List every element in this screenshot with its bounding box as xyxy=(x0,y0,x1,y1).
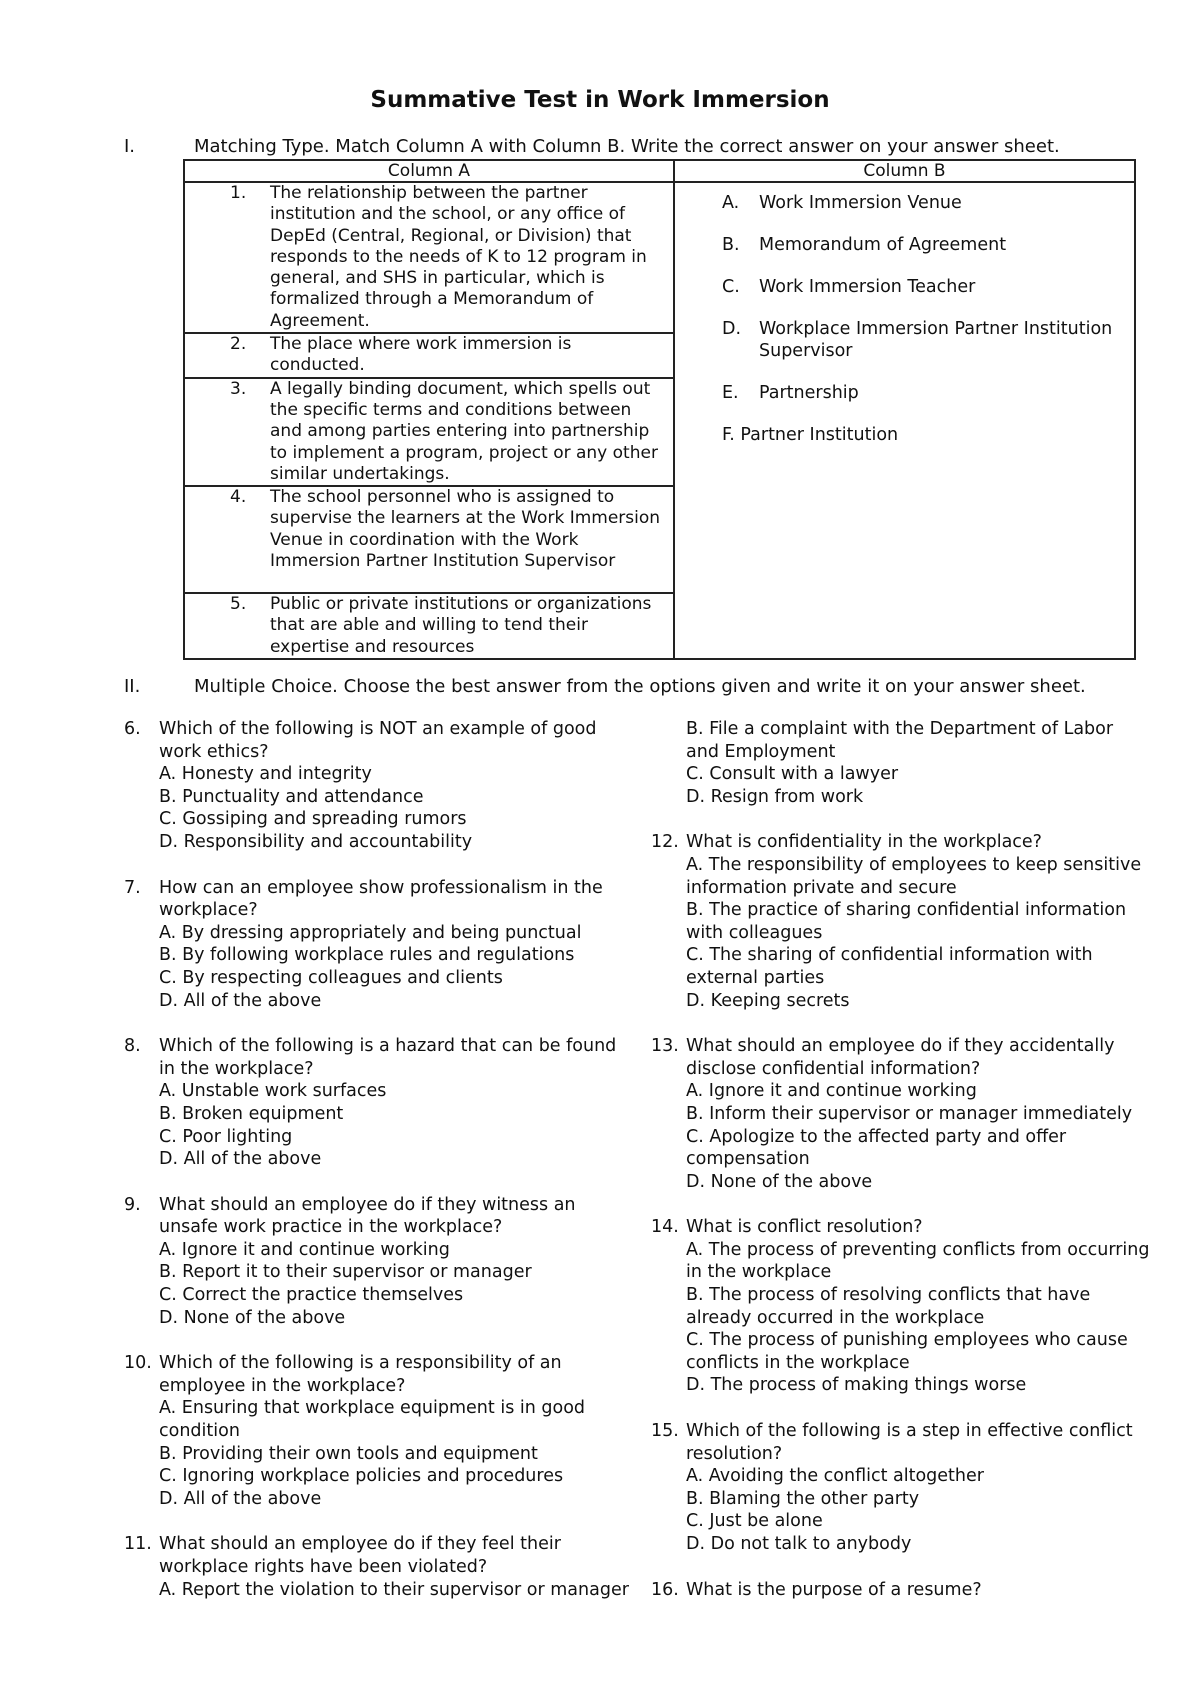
column-b-item xyxy=(675,383,1134,405)
question-number: 15. xyxy=(651,1421,679,1442)
question-number: 7. xyxy=(124,877,141,898)
answer-option: C. Consult with a lawyer xyxy=(686,764,899,785)
question-number: 10. xyxy=(124,1353,152,1374)
column-a-cell xyxy=(184,182,674,333)
question-item xyxy=(124,877,634,1013)
column-a-item xyxy=(185,183,673,332)
question-text: What should an employee do if they accidentally disclose confidential information? xyxy=(686,1036,1115,1079)
question-text: What should an employee do if they feel their workplace rights have been violated? xyxy=(159,1534,561,1577)
column-b-item xyxy=(675,319,1134,362)
left-question-column xyxy=(124,718,634,1624)
column-a-item xyxy=(185,334,673,377)
column-b-item: F. Partner Institution xyxy=(722,424,899,445)
question-number: 16. xyxy=(651,1579,679,1600)
question-text: Which of the following is NOT an example of good work ethics? xyxy=(159,719,597,762)
item-text: Work Immersion Teacher xyxy=(759,277,976,297)
item-number: 4. xyxy=(230,487,247,508)
column-a-item xyxy=(185,487,673,572)
answer-option: C. The sharing of confidential information with external parties xyxy=(686,945,1093,988)
question-text: How can an employee show professionalism in the workplace? xyxy=(159,877,603,921)
question-item xyxy=(651,1579,1151,1602)
answer-option: B. Providing their own tools and equipment xyxy=(159,1443,538,1464)
question-text: Which of the following is a hazard that can be found in the workplace? xyxy=(159,1036,617,1079)
column-a-cell xyxy=(184,333,674,378)
question-item xyxy=(124,718,634,854)
item-letter: C. xyxy=(722,277,740,297)
question-number: 8. xyxy=(124,1036,141,1057)
answer-option: D. All of the above xyxy=(159,990,322,1011)
answer-option: B. Broken equipment xyxy=(159,1103,344,1124)
answer-option: B. The practice of sharing confidential information with colleagues xyxy=(686,900,1127,943)
item-text: Work Immersion Venue xyxy=(759,193,962,213)
item-number: 2. xyxy=(230,334,247,355)
item-text: Public or private institutions or organizations that are able and willing to tend their expertise and resources xyxy=(270,594,652,657)
column-a-cell xyxy=(184,486,674,593)
question-text: What is the purpose of a resume? xyxy=(686,1579,982,1600)
column-a-cell xyxy=(184,593,674,659)
answer-option: B. Punctuality and attendance xyxy=(159,786,424,807)
question-number: 12. xyxy=(651,832,679,853)
answer-option: A. Avoiding the conflict altogether xyxy=(686,1466,984,1487)
question-number: 6. xyxy=(124,719,141,739)
answer-option: A. Ignore it and continue working xyxy=(159,1239,450,1260)
answer-option: B. Blaming the other party xyxy=(686,1488,920,1509)
answer-option: A. The responsibility of employees to keep sensitive information private and secure xyxy=(686,854,1142,898)
section-instruction: Multiple Choice. Choose the best answer from the options given and write it on your answer sheet. xyxy=(194,676,1086,697)
item-text: A legally binding document, which spells out the specific terms and conditions between and among parties entering into partnership to implement a program, project or any other similar undertakings. xyxy=(270,378,658,484)
item-text: Workplace Immersion Partner Institution Supervisor xyxy=(759,319,1113,361)
column-a-item xyxy=(185,379,673,485)
question-text: What is conflict resolution? xyxy=(686,1217,923,1238)
column-b-header: Column B xyxy=(674,160,1135,182)
item-number: 3. xyxy=(230,378,247,399)
item-letter: D. xyxy=(722,319,742,339)
item-number: 5. xyxy=(230,594,247,615)
answer-option: B. The process of resolving conflicts that have already occurred in the workplace xyxy=(686,1285,1091,1328)
column-b-item xyxy=(675,193,1134,215)
question-number: 11. xyxy=(124,1534,152,1555)
question-continuation xyxy=(651,718,1151,808)
answer-option: C. Poor lighting xyxy=(159,1126,293,1147)
answer-option: C. Correct the practice themselves xyxy=(159,1285,464,1306)
question-item xyxy=(651,831,1151,1012)
column-b-item xyxy=(675,277,1134,299)
answer-option: D. Keeping secrets xyxy=(686,990,850,1011)
answer-option: D. Resign from work xyxy=(686,786,864,807)
answer-option: A. Honesty and integrity xyxy=(159,764,372,785)
item-letter: A. xyxy=(722,193,740,213)
answer-option: C. Just be alone xyxy=(686,1511,823,1532)
question-item xyxy=(124,1035,634,1171)
question-text: Which of the following is a responsibility of an employee in the workplace? xyxy=(159,1353,562,1396)
answer-option: B. File a complaint with the Department of Labor and Employment xyxy=(686,719,1114,762)
section-number: I. xyxy=(124,136,136,157)
column-b-item xyxy=(675,235,1134,257)
answer-option: D. All of the above xyxy=(159,1488,322,1509)
answer-option: B. Report it to their supervisor or manager xyxy=(159,1262,532,1283)
question-item xyxy=(651,1420,1151,1556)
answer-option: D. Do not talk to anybody xyxy=(686,1534,912,1554)
answer-option: B. By following workplace rules and regulations xyxy=(159,945,575,966)
answer-option: A. Ensuring that workplace equipment is in good condition xyxy=(159,1398,586,1442)
answer-option: A. Report the violation to their supervisor or manager xyxy=(159,1579,629,1600)
page-title: Summative Test in Work Immersion xyxy=(370,87,830,113)
question-item xyxy=(651,1035,1151,1193)
answer-option: C. Ignoring workplace policies and procedures xyxy=(159,1466,564,1487)
item-text: Memorandum of Agreement xyxy=(759,235,1007,255)
answer-option: C. Gossiping and spreading rumors xyxy=(159,809,467,830)
column-a-item xyxy=(185,594,673,658)
item-text: The relationship between the partner institution and the school, or any office of DepEd (Central, Regional, or Division) that responds to the needs of K to 12 program in general, and SHS in particular, which is formalized through a Memorandum of Agreement. xyxy=(270,183,647,331)
answer-option: A. Unstable work surfaces xyxy=(159,1081,387,1102)
answer-option: D. The process of making things worse xyxy=(686,1375,1027,1396)
question-item xyxy=(124,1194,634,1330)
matching-table xyxy=(183,159,1136,660)
answer-option: D. None of the above xyxy=(159,1307,346,1328)
answer-option: A. The process of preventing conflicts from occurring in the workplace xyxy=(686,1239,1150,1283)
answer-option: A. By dressing appropriately and being punctual xyxy=(159,922,582,943)
answer-option: B. Inform their supervisor or manager immediately xyxy=(686,1103,1133,1124)
item-text: Partnership xyxy=(759,382,859,403)
section-number: II. xyxy=(124,676,141,697)
question-number: 9. xyxy=(124,1194,141,1215)
answer-option: D. All of the above xyxy=(159,1149,322,1170)
item-text: The school personnel who is assigned to supervise the learners at the Work Immersion Venue in coordination with the Work Immersion Partner Institution Supervisor xyxy=(270,487,661,572)
question-item xyxy=(124,1352,634,1510)
question-text: What should an employee do if they witness an unsafe work practice in the workplace? xyxy=(159,1194,576,1238)
item-letter: E. xyxy=(722,382,739,403)
question-number: 14. xyxy=(651,1217,679,1238)
question-item xyxy=(651,1216,1151,1397)
column-b-cell xyxy=(674,182,1135,659)
answer-option: C. By respecting colleagues and clients xyxy=(159,967,503,988)
section-instruction: Matching Type. Match Column A with Column B. Write the correct answer on your answer sheet. xyxy=(194,136,1060,157)
item-number: 1. xyxy=(230,183,247,203)
question-number: 13. xyxy=(651,1036,679,1057)
item-letter: B. xyxy=(722,235,740,255)
column-a-cell xyxy=(184,378,674,486)
answer-option: A. Ignore it and continue working xyxy=(686,1081,977,1102)
answer-option: D. Responsibility and accountability xyxy=(159,831,473,852)
question-text: What is confidentiality in the workplace? xyxy=(686,832,1042,853)
right-question-column xyxy=(651,718,1151,1624)
answer-option: C. The process of punishing employees who cause conflicts in the workplace xyxy=(686,1330,1128,1373)
question-text: Which of the following is a step in effective conflict resolution? xyxy=(686,1421,1133,1464)
column-a-header: Column A xyxy=(184,160,674,182)
answer-option: D. None of the above xyxy=(686,1171,873,1192)
column-b-list xyxy=(675,183,1134,446)
question-item xyxy=(124,1533,634,1601)
answer-option: C. Apologize to the affected party and offer compensation xyxy=(686,1126,1067,1170)
item-text: The place where work immersion is conducted. xyxy=(270,334,572,376)
